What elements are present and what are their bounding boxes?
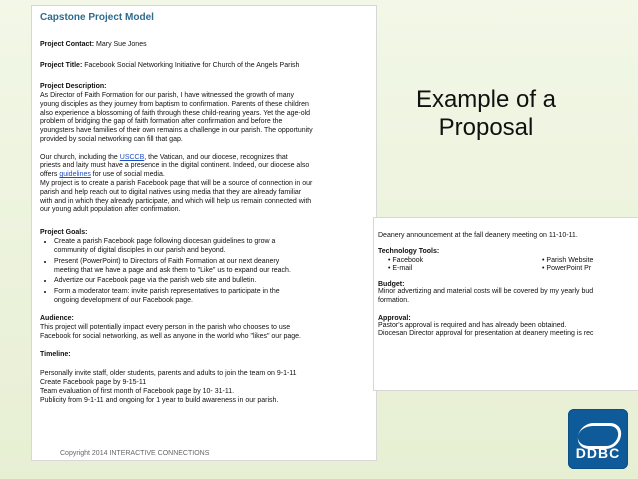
document-title: Capstone Project Model	[40, 12, 154, 23]
proposal-document-page-2	[374, 218, 638, 390]
project-contact	[40, 41, 368, 48]
logo-text: DDBC	[575, 445, 621, 461]
paragraph-2-post: for use of social media.	[90, 171, 165, 179]
deanery-announcement: Deanery announcement at the fall deanery meeting on 11-10-11.	[378, 232, 578, 239]
proposal-document-page-1	[32, 6, 376, 460]
timeline-text: Personally invite staff, older students, parents and adults to join the team on 9-1-11 Create Facebook page by 9-15-11 Team evaluation of first month of Facebook page by 10- 31-11. Publicity from 9-1-11 and ongoing for 1 year to build awareness in our parish.	[40, 370, 297, 404]
technology-tools-heading: Technology Tools:	[378, 248, 440, 255]
goal-item: • Advertize our Facebook page via the parish web site and bulletin.	[54, 277, 368, 286]
goal-item: • Present (PowerPoint) to Directors of Faith Formation at our next deanery meeting that we have a page and ask them to "Like" us to expand our reach.	[54, 258, 368, 276]
budget-heading: Budget:	[378, 281, 405, 288]
timeline-heading: Timeline:	[40, 351, 71, 359]
technology-tools-section	[378, 248, 638, 272]
goal-item: • Create a parish Facebook page following diocesan guidelines to grow a community of digital disciples in our parish and beyond.	[54, 238, 368, 256]
audience-heading: Audience:	[40, 314, 74, 322]
approval-text: Pastor's approval is required and has already been obtained. Diocesan Director approval for presentation at deanery meeting is rec	[378, 321, 594, 338]
project-description-paragraph-3: My project is to create a parish Facebook page that will be a source of connection in our parish and help reach out to digital natives using media that they are already familiar with and in which they already participate, and which will help us remain connected with our young adult population after confirmation.	[40, 179, 313, 214]
paragraph-2-pre: Our church, including the	[40, 153, 120, 161]
usccb-link[interactable]: USCCB	[119, 153, 145, 161]
project-contact-label: Project Contact:	[40, 41, 95, 48]
project-goals-heading: Project Goals:	[40, 229, 88, 237]
project-title	[40, 62, 368, 69]
tool-item: • PowerPoint Pr	[542, 265, 638, 272]
project-title-label: Project Title:	[40, 62, 83, 69]
budget-section	[378, 281, 638, 306]
audience-text: This project will potentially impact every person in the parish who chooses to use Facebook for social networking, as well as anyone in the world who "likes" our page.	[40, 323, 301, 340]
project-description-paragraph-1: As Director of Faith Formation for our parish, I have witnessed the growth of many young disciples as they journey from baptism to confirmation. Parents of these children also experience a blossoming of faith through these child-rearing years. Yet the age-old problem of bridging the gap of faith formation after confirmation and before the youngsters have families of their own remains a challenge in our parish. The opportunity provided by social networking can fill that gap.	[40, 92, 313, 143]
project-contact-value: Mary Sue Jones	[96, 41, 147, 48]
approval-section	[378, 315, 638, 340]
slide-title-line-1: Example of a	[415, 86, 557, 113]
budget-text: Minor advertizing and material costs will be covered by my yearly bud formation.	[378, 288, 594, 304]
copyright-footer: Copyright 2014 INTERACTIVE CONNECTIONS	[60, 450, 210, 457]
tool-item: • E-mail	[388, 265, 524, 272]
project-description-heading: Project Description:	[40, 83, 107, 90]
project-description-paragraph-2	[40, 145, 368, 180]
project-goals-list	[40, 238, 368, 306]
project-title-value: Facebook Social Networking Initiative for Church of the Angels Parish	[84, 62, 300, 69]
goal-item: • Form a moderator team: invite parish representatives to participate in the ongoing development of our Facebook page.	[54, 288, 368, 306]
slide-title	[386, 86, 586, 142]
approval-heading: Approval:	[378, 314, 411, 322]
technology-tools-grid	[388, 257, 638, 272]
paragraph-2-mid: , the Vatican, and our diocese, recognizes that priests and laity must have a presence in the digital continent. Indeed, our diocese also offers	[40, 153, 310, 179]
guidelines-link[interactable]: guidelines	[59, 171, 91, 179]
ddbc-logo	[568, 409, 628, 469]
slide-title-line-2: Proposal	[438, 114, 534, 141]
tool-item: • Facebook	[388, 257, 524, 264]
tool-item: • Parish Website	[542, 257, 638, 264]
